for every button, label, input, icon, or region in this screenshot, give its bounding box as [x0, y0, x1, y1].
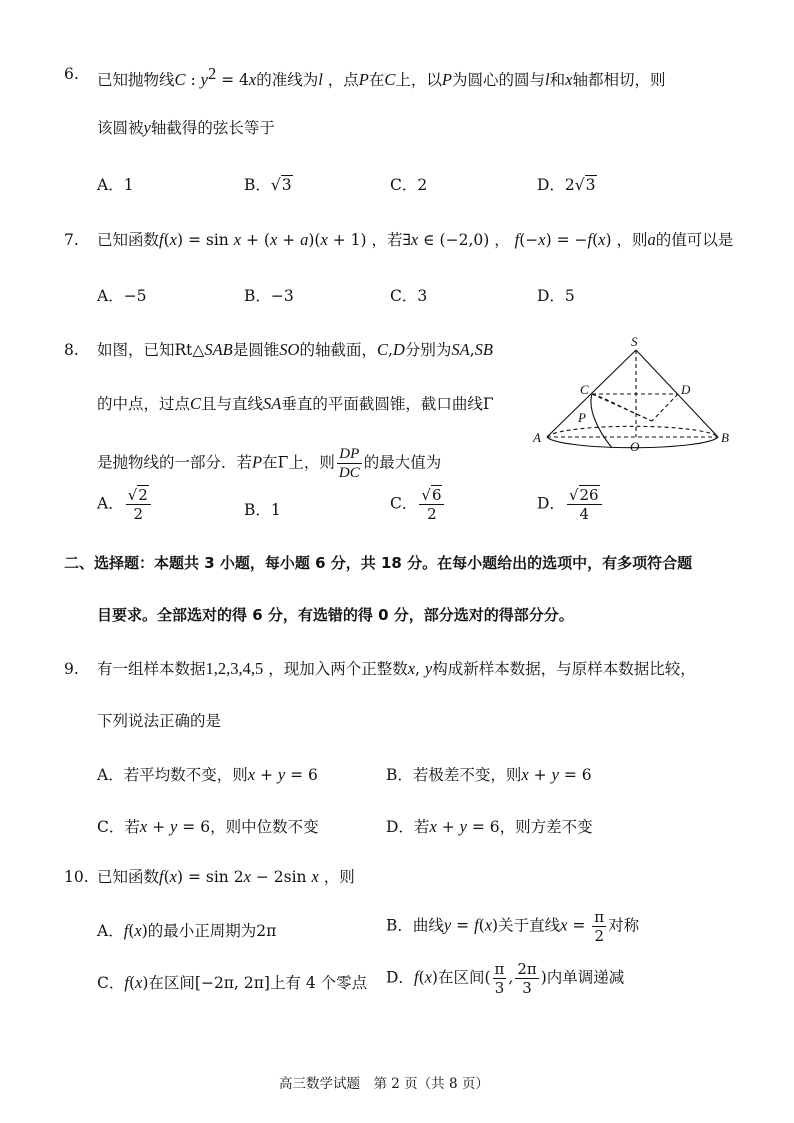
q7-option-b: B．−3: [244, 287, 294, 305]
q10-option-b: B．曲线y = f(x)关于直线x = $\frac{\pi}{2}$ 对称: [386, 908, 640, 945]
q9-option-d: D．若x + y = 6，则方差不变: [386, 817, 593, 836]
figure-label-b: B: [721, 430, 729, 445]
q10-option-a: A．f(x)的最小正周期为2π: [97, 921, 277, 940]
figure-label-a: A: [533, 430, 541, 445]
q6-option-a: A．1: [97, 176, 134, 194]
q8-option-b: B．1: [244, 501, 281, 519]
q10-line1: 已知函数f(x) = sin 2x − 2sin x ，则: [97, 867, 355, 886]
q8-option-a: A． $\frac{√2}{2}$: [97, 486, 153, 523]
q9-number: 9.: [64, 660, 79, 678]
q7-line1: 已知函数f(x) = sin x + (x + a)(x + 1) ，若∃x ∈ (−2,0) ， f(−x) = −f(x) ，则a的值可以是: [97, 230, 734, 249]
q9-line2: 下列说法正确的是: [97, 712, 222, 730]
q6-option-d: D．2√3: [537, 176, 596, 194]
q10-option-d: D．f(x)在区间( $\frac{\pi}{3}$ , $\frac{2\pi}{3}$ )内单调递减: [386, 960, 625, 997]
q8-option-c: C． $\frac{√6}{2}$: [390, 486, 446, 523]
q8-number: 8.: [64, 341, 79, 359]
q6-option-c: C．2: [390, 176, 428, 194]
section2-heading-line2: 目要求。全部选对的得 6 分，有选错的得 0 分，部分选对的得部分分。: [97, 606, 574, 624]
figure-label-o: O: [630, 439, 640, 454]
q7-option-c: C．3: [390, 287, 428, 305]
q9-option-b: B．若极差不变，则x + y = 6: [386, 765, 592, 784]
q9-option-a: A．若平均数不变，则x + y = 6: [97, 765, 318, 784]
figure-label-s: S: [631, 336, 638, 349]
q8-line3: 是抛物线的一部分．若P在Γ上，则 $\frac{DP}{DC}$ 的最大值为: [97, 446, 442, 481]
q9-option-c: C．若x + y = 6，则中位数不变: [97, 817, 319, 836]
q6-option-b: B．√3: [244, 176, 292, 194]
q6-line1: 已知抛物线C : $y^2 = 4x$的准线为l ，点P在C上，以P为圆心的圆与l和x轴都相切，则: [97, 64, 666, 90]
q6-line2: 该圆被y轴截得的弦长等于: [97, 118, 275, 137]
q6-number: 6.: [64, 65, 79, 83]
figure-label-p: P: [578, 410, 586, 425]
q9-line1: 有一组样本数据1,2,3,4,5 ，现加入两个正整数x, y构成新样本数据，与原样本数据比较，: [97, 659, 696, 678]
q7-option-d: D．5: [537, 287, 575, 305]
page-footer: 高三数学试题 第 2 页（共 8 页）: [279, 1076, 489, 1092]
q8-option-d: D． $\frac{√26}{4}$: [537, 486, 604, 523]
q10-number: 10.: [64, 868, 89, 886]
section2-heading-line1: 二、选择题：本题共 3 小题，每小题 6 分，共 18 分。在每小题给出的选项中，有多项符合题: [64, 554, 693, 572]
q10-option-c: C．f(x)在区间[−2π, 2π]上有 4 个零点: [97, 973, 368, 992]
q8-line2: 的中点，过点C且与直线SA垂直的平面截圆锥，截口曲线Γ: [97, 394, 494, 413]
q7-number: 7.: [64, 231, 79, 249]
figure-label-c: C: [580, 382, 589, 397]
q8-line1: 如图，已知Rt△SAB是圆锥SO的轴截面，C,D分别为SA,SB: [97, 340, 493, 359]
cone-figure: [530, 336, 740, 461]
q7-option-a: A．−5: [97, 287, 147, 305]
figure-label-d: D: [681, 382, 691, 397]
